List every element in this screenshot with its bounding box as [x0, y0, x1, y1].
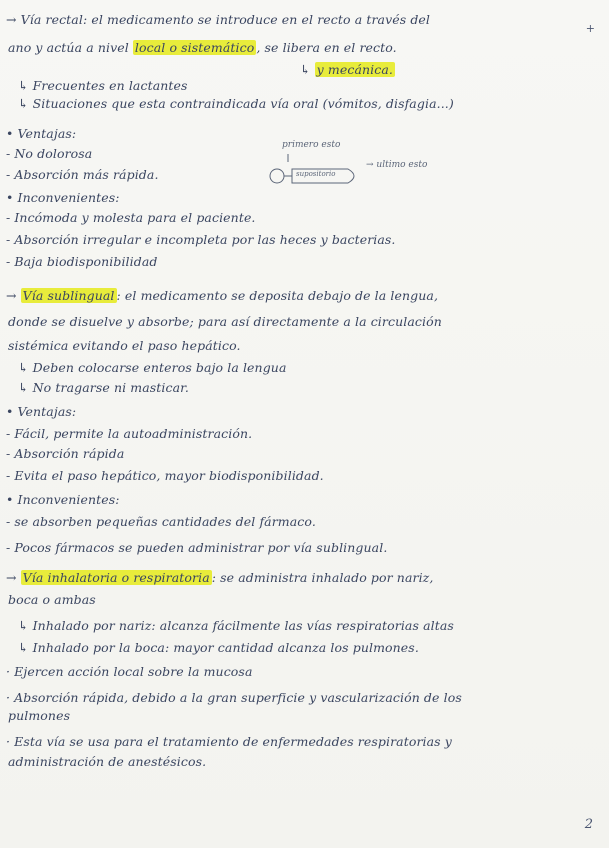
highlight: local o sistemático	[134, 40, 255, 55]
line-text: · Esta vía se usa para el tratamiento de enfermedades respiratorias y	[6, 734, 452, 749]
line-text: - Evita el paso hepático, mayor biodisponibilidad.	[6, 468, 324, 483]
line-text: ↳ No tragarse ni masticar.	[18, 380, 189, 395]
rectal-note-1	[18, 78, 188, 93]
line-text: ano y actúa a nivel	[8, 40, 133, 55]
line-text: : se administra inhalado por nariz,	[211, 570, 434, 585]
line-text: ↳ Inhalado por la boca: mayor cantidad alcanza los pulmones.	[18, 640, 419, 655]
line-text: ↳ Deben colocarse enteros bajo la lengua	[18, 360, 287, 375]
rectal-advantage-2	[6, 167, 159, 182]
suppository-diagram	[268, 140, 468, 196]
line-text: • Inconvenientes:	[6, 492, 120, 507]
rectal-advantages-title	[6, 126, 76, 141]
line-text: ↳ Situaciones que esta contraindicada vía oral (vómitos, disfagia...)	[18, 96, 454, 111]
inhalation-point-1	[6, 664, 253, 679]
rectal-disadvantage-1	[6, 210, 256, 225]
line-text: · Ejercen acción local sobre la mucosa	[6, 664, 253, 679]
line-text: ↳	[300, 62, 315, 77]
line-text: → Vía rectal: el medicamento se introduce en el recto a través del	[6, 12, 431, 27]
line-text: - se absorben pequeñas cantidades del fármaco.	[6, 514, 316, 529]
highlight: y mecánica.	[316, 62, 393, 77]
line-text: - Absorción rápida	[6, 446, 125, 461]
sublingual-disadvantages-title	[6, 492, 120, 507]
sublingual-route-line-2	[8, 314, 442, 329]
line-text: - Absorción más rápida.	[6, 167, 159, 182]
sublingual-route-line-3	[8, 338, 241, 353]
line-text: - Fácil, permite la autoadministración.	[6, 426, 253, 441]
sublingual-note-1	[18, 360, 287, 375]
sublingual-route-heading	[6, 288, 438, 303]
sublingual-advantage-1	[6, 426, 252, 441]
line-text: →	[6, 570, 21, 585]
highlight: Vía inhalatoria o respiratoria	[22, 570, 210, 585]
sublingual-note-2	[18, 380, 189, 395]
rectal-disadvantages-title	[6, 190, 120, 205]
inhalation-route-heading	[6, 570, 433, 585]
inhalation-note-1	[18, 618, 454, 633]
line-text: administración de anestésicos.	[8, 754, 207, 769]
sublingual-disadvantage-2	[6, 540, 387, 555]
highlight: Vía sublingual	[22, 288, 115, 303]
line-text: , se libera en el recto.	[256, 40, 397, 55]
inhalation-point-2-cont	[8, 708, 70, 723]
line-text: • Ventajas:	[6, 404, 77, 419]
diagram-note-right: → ultimo esto	[366, 160, 428, 170]
line-text: · Absorción rápida, debido a la gran superficie y vascularización de los	[6, 690, 462, 705]
inhalation-point-3-cont	[8, 754, 206, 769]
line-text: boca o ambas	[8, 592, 96, 607]
rectal-advantage-1	[6, 146, 92, 161]
sublingual-advantage-3	[6, 468, 324, 483]
sublingual-advantage-2	[6, 446, 124, 461]
line-text: →	[6, 288, 21, 303]
sublingual-disadvantage-1	[6, 514, 316, 529]
line-text: • Inconvenientes:	[6, 190, 120, 205]
line-text: - Baja biodisponibilidad	[6, 254, 158, 269]
inhalation-note-2	[18, 640, 419, 655]
line-text: ↳ Frecuentes en lactantes	[18, 78, 188, 93]
rectal-route-line-2	[8, 40, 397, 55]
rectal-disadvantage-2	[6, 232, 396, 247]
rectal-route-line-3	[300, 62, 395, 77]
corner-mark: +	[585, 22, 595, 35]
line-text: pulmones	[8, 708, 71, 723]
diagram-note-top: primero esto	[282, 140, 341, 150]
inhalation-point-2	[6, 690, 462, 705]
line-text: • Ventajas:	[6, 126, 77, 141]
capsule-label: supositorio	[296, 170, 336, 178]
sublingual-advantages-title	[6, 404, 76, 419]
page-number: 2	[584, 817, 593, 832]
line-text: - Incómoda y molesta para el paciente.	[6, 210, 256, 225]
line-text: donde se disuelve y absorbe; para así directamente a la circulación	[8, 314, 442, 329]
rectal-note-2	[18, 96, 454, 111]
rectal-disadvantage-3	[6, 254, 158, 269]
line-text: : el medicamento se deposita debajo de la lengua,	[116, 288, 439, 303]
line-text: - No dolorosa	[6, 146, 93, 161]
line-text: sistémica evitando el paso hepático.	[8, 338, 241, 353]
inhalation-route-line-2	[8, 592, 96, 607]
line-text: ↳ Inhalado por nariz: alcanza fácilmente las vías respiratorias altas	[18, 618, 454, 633]
line-text: - Absorción irregular e incompleta por las heces y bacterias.	[6, 232, 396, 247]
rectal-route-heading	[6, 12, 430, 27]
inhalation-point-3	[6, 734, 452, 749]
line-text: - Pocos fármacos se pueden administrar por vía sublingual.	[6, 540, 388, 555]
